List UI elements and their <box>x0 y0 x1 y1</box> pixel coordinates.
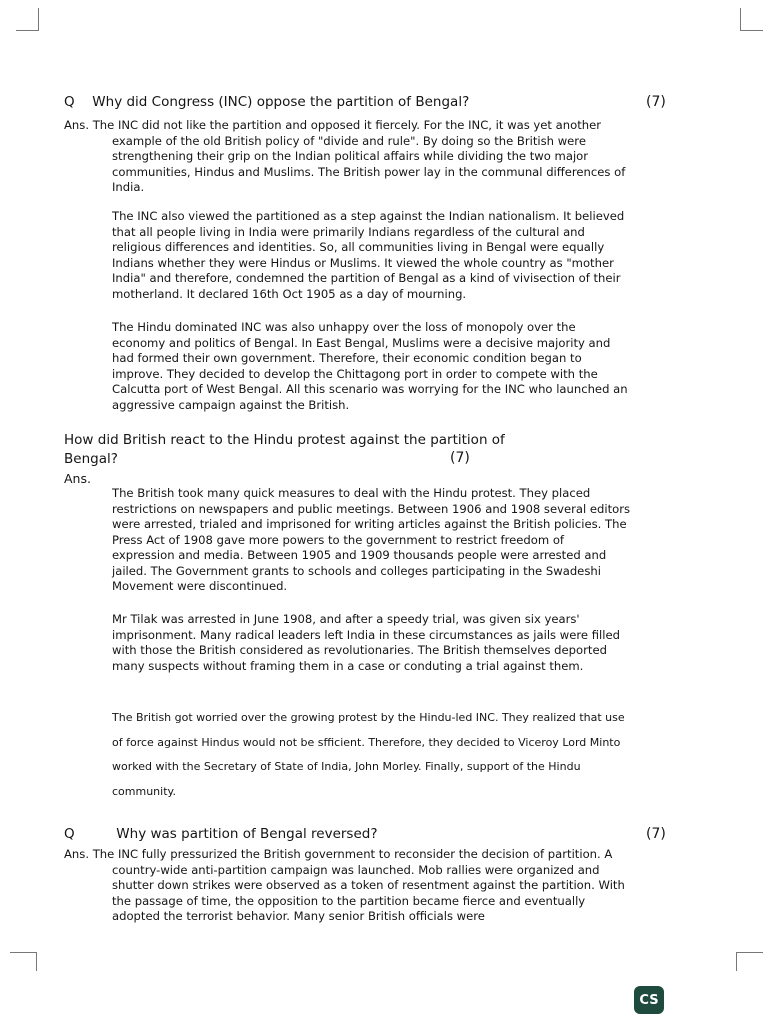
question-2-line-1: How did British react to the Hindu protest against the partition of <box>64 432 505 448</box>
answer-3-paragraph-1: Ans. The INC fully pressurized the British government to reconsider the decision of partition. A country-wide anti-partition campaign was launched. Mob rallies were organized and shutter down strikes were observed as a token of resentment against the partition. With the passage of time, the opposition to the partition became fierce and eventually adopted the terrorist behavior. Many senior British officials were <box>64 847 625 923</box>
answer-1-paragraph-1: Ans. The INC did not like the partition and opposed it fiercely. For the INC, it was yet another example of the old British policy of "divide and rule". By doing so the British were strengthening their grip on the Indian political affairs while dividing the two major communities, Hindus and Muslims. The British power lay in the communal differences of India. <box>64 118 626 194</box>
answer-2-paragraph-1: The British took many quick measures to deal with the Hindu protest. They placed restrictions on newspapers and public meetings. Between 1906 and 1908 several editors were arrested, trialed and imprisoned for writing articles against the British policies. The Press Act of 1908 gave more powers to the government to restrict freedom of expression and media. Between 1905 and 1909 thousands people were arrested and jailed. The Government grants to schools and colleges participating in the Swadeshi Movement were discontinued. <box>112 486 631 593</box>
crop-mark-top-right <box>740 8 763 31</box>
question-2-line-2: Bengal? <box>64 451 118 467</box>
answer-1-paragraph-2: The INC also viewed the partitioned as a step against the Indian nationalism. It believed that all people living in India were primarily Indians regardless of the cultural and religious differences and identities. So, all communities living in Bengal were equally Indians whether they were Hindus or Muslims. It viewed the whole country as "mother India" and therefore, condemned the partition of Bengal as a kind of vivisection of their motherland. It declared 16th Oct 1905 as a day of mourning. <box>112 209 625 301</box>
question-1 <box>64 94 704 110</box>
answer-2-label: Ans. <box>64 471 91 486</box>
crop-mark-bottom-left <box>10 952 37 971</box>
question-1-label: Q <box>64 94 75 110</box>
question-1-marks: (7) <box>646 94 666 110</box>
question-1-text: Why did Congress (INC) oppose the partition of Bengal? <box>92 94 470 110</box>
question-3 <box>64 826 704 842</box>
crop-mark-bottom-right <box>736 952 763 971</box>
question-2 <box>64 431 584 469</box>
question-3-label: Q <box>64 826 75 842</box>
camscanner-logo: CS <box>634 986 664 1014</box>
question-2-marks: (7) <box>450 450 470 466</box>
answer-2-paragraph-3: The British got worried over the growing protest by the Hindu-led INC. They realized that use of force against Hindus would not be sfficient. Therefore, they decided to Viceroy Lord Minto worked with the Secretary of State of India, John Morley. Finally, support of the Hindu community. <box>112 711 625 798</box>
question-3-marks: (7) <box>646 826 666 842</box>
answer-2-paragraph-2: Mr Tilak was arrested in June 1908, and after a speedy trial, was given six years' imprisonment. Many radical leaders left India in these circumstances as jails were filled with those the British considered as revolutionaries. The British themselves deported many suspects without framing them in a case or conduting a trial against them. <box>112 612 620 673</box>
answer-1-paragraph-3: The Hindu dominated INC was also unhappy over the loss of monopoly over the economy and politics of Bengal. In East Bengal, Muslims were a decisive majority and had formed their own government. Therefore, their economic condition began to improve. They decided to develop the Chittagong port in order to compete with the Calcutta port of West Bengal. All this scenario was worrying for the INC who launched an aggressive campaign against the British. <box>112 320 628 412</box>
crop-mark-top-left <box>16 8 39 31</box>
question-3-text: Why was partition of Bengal reversed? <box>116 826 378 842</box>
